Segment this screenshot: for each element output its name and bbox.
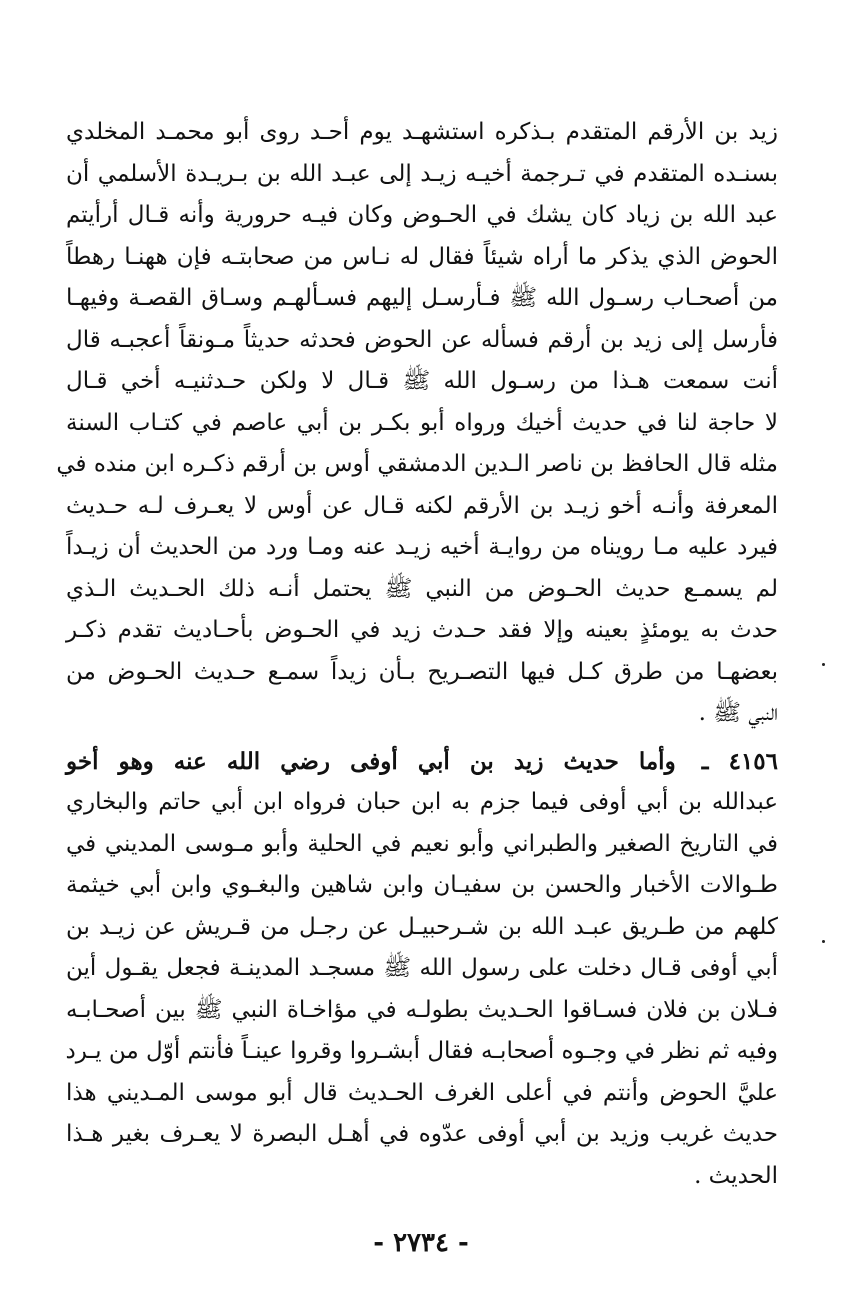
section-heading-line <box>66 741 778 783</box>
margin-speck <box>822 663 825 666</box>
text-line: لم يسمـع حديث الحـوض من النبي ﷺ يحتمل أنـه ذلك الحـديث الـذي <box>66 575 778 602</box>
margin-speck <box>822 940 825 943</box>
page-number: - ٢٧٣٤ - <box>373 1228 469 1258</box>
section-number: ٤١٥٦ ـ <box>701 747 778 775</box>
text-line: عبد الله بن زياد كان يشك في الحـوض وكان فيـه حرورية وأنه قـال أرأيتم <box>66 202 778 228</box>
text-line: المعرفة وأنـه أخو زيـد بن الأرقم لكنه قـال عن أوس لا يعـرف لـه حـديث <box>66 492 778 519</box>
text-line: أنت سمعت هـذا من رسـول الله ﷺ قـال لا ولكن حـدثنيـه أخي قـال <box>66 368 778 394</box>
text-line: من أصحـاب رسـول الله ﷺ فـأرسـل إليهم فسـألهـم وسـاق القصـة وفيهـا <box>66 285 778 311</box>
text-line: مثله قال الحافظ بن ناصر الـدين الدمشقي أوس بن أرقم ذكـره ابن منده في <box>56 451 778 477</box>
text-line: حديث غريب وزيد بن أبي أوفى عدّوه في أهـل البصرة لا يعـرف بغير هـذا <box>66 1121 778 1147</box>
text-line: عبدالله بن أبي أوفى فيما جزم به ابن حبان فرواه ابن أبي حاتم والبخاري <box>66 789 778 815</box>
text-line: بعضهـا من طرق كـل فيها التصـريح بـأن زيداً سمـع حـديث الحـوض من <box>66 658 778 685</box>
section-heading: وأما حديث زيد بن أبي أوفى رضي الله عنه وهو أخو <box>66 747 676 775</box>
section-4156 <box>66 741 778 1198</box>
text-line: عليَّ الحوض وأنتم في أعلى الغرف الحـديث قال أبو موسى المـديني هذا <box>66 1079 778 1106</box>
text-line: أبي أوفى قـال دخلت على رسول الله ﷺ مسجـد المدينـة فجعل يقـول أين <box>66 955 778 981</box>
text-line: فيرد عليه مـا رويناه من روايـة أخيه زيـد عنه ومـا ورد من الحديث أن زيـداً <box>66 534 778 560</box>
text-line: كلهم من طـريق عبـد الله بن شـرحبيـل عن رجـل من قـريش عن زيـد بن <box>66 913 778 940</box>
text-line: فـلان بن فلان فسـاقوا الحـديث بطولـه في مؤاخـاة النبي ﷺ بين أصحـابـه <box>66 996 778 1023</box>
text-line: حدث به يومئذٍ بعينه وإلا فقد حـدث زيد في الحـوض بأحـاديث تقدم ذكـر <box>66 617 778 643</box>
text-line: زيد بن الأرقم المتقدم بـذكره استشهـد يوم أحـد روى أبو محمـد المخلدي <box>66 119 778 145</box>
paragraph-1 <box>56 112 778 735</box>
page-body <box>56 112 778 1197</box>
text-line: طـوالات الأخبار والحسن بن سفيـان وابن شاهين والبغـوي وابن أبي خيثمة <box>66 872 778 898</box>
text-line: لا حاجة لنا في حديث أخيك ورواه أبو بكـر بن أبي عاصم في كتـاب السنة <box>66 409 778 436</box>
text-line: في التاريخ الصغير والطبراني وأبو نعيم في الحلية وأبو مـوسى المديني في <box>66 830 778 857</box>
text-line: بسنـده المتقدم في تـرجمة أخيـه زيـد إلى عبـد الله بن بـريـدة الأسلمي أن <box>66 160 778 187</box>
text-line: الحوض الذي يذكر ما أراه شيئاً فقال له نـاس من صحابتـه فإن ههنـا رهطاً <box>66 243 778 270</box>
text-line: فأرسل إلى زيد بن أرقم فسأله عن الحوض فحدثه حديثاً مـونقاً أعجبـه قال <box>66 326 778 353</box>
text-line: وفيه ثم نظر في وجـوه أصحابـه فقال أبشـروا وقروا عينـاً فأنتم أوّل من يـرد <box>65 1038 778 1064</box>
text-line: الحديث . <box>694 1162 778 1189</box>
text-line: النبي ﷺ . <box>698 700 778 726</box>
